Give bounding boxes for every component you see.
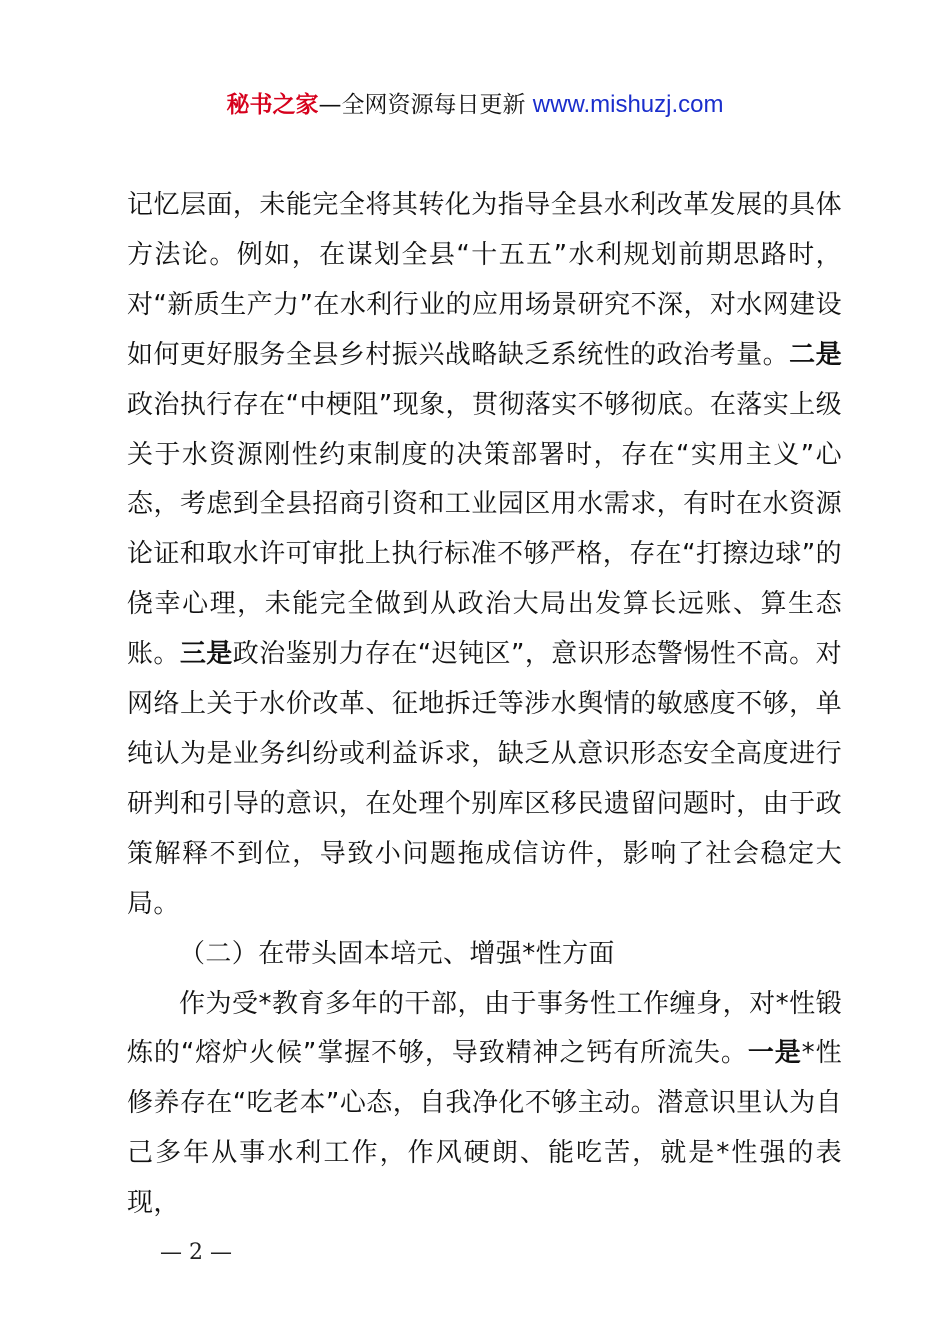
paragraph-text: 政治执行存在“中梗阻”现象，贯彻落实不够彻底。在落实上级关于水资源刚性约束制度的决策部署时，存在“实用主义”心态，考虑到全县招商引资和工业园区用水需求，有时在水资源论证和取水许可审批上执行标准不够严格，存在“打擦边球”的侥幸心理，未能完全做到从政治大局出发算长远账、算生态账。 (127, 389, 842, 670)
site-url-link[interactable]: www.mishuzj.com (532, 91, 724, 118)
paragraph-text: *性修养存在“吃老本”心态，自我净化不够主动。潜意识里认为自己多年从事水利工作，作风硬朗、能吃苦，就是*性强的表现， (127, 1038, 842, 1219)
header-slogan: —全网资源每日更新 (318, 92, 533, 118)
section-heading: （二）在带头固本培元、增强*性方面 (179, 938, 615, 969)
brand-name: 秘书之家 (226, 92, 319, 118)
bold-marker-three: 三是 (179, 639, 233, 670)
paragraph-text: 政治鉴别力存在“迟钝区”，意识形态警惕性不高。对网络上关于水价改革、征地拆迁等涉水舆情的敏感度不够，单纯认为是业务纠纷或利益诉求，缺乏从意识形态安全高度进行研判和引导的意识，在处理个别库区移民遗留问题时，由于政策解释不到位，导致小问题拖成信访件，影响了社会稳定大局。 (127, 639, 842, 919)
paragraph-text: 记忆层面，未能完全将其转化为指导全县水利改革发展的具体方法论。例如，在谋划全县“十五五”水利规划前期思路时，对“新质生产力”在水利行业的应用场景研究不深，对水网建设如何更好服务全县乡村振兴战略缺乏系统性的政治考量。 (127, 190, 842, 370)
paragraph-party-spirit (127, 980, 842, 1230)
bold-marker-two: 二是 (789, 339, 842, 370)
document-body (127, 181, 842, 1229)
bold-marker-one: 一是 (747, 1038, 802, 1069)
page-number: — 2 — (160, 1240, 232, 1265)
paragraph-political (127, 181, 842, 930)
site-header (0, 88, 950, 122)
paragraph-text: 作为受*教育多年的干部，由于事务性工作缠身，对*性锻炼的“熔炉火候”掌握不够，导致精神之钙有所流失。 (127, 988, 842, 1069)
